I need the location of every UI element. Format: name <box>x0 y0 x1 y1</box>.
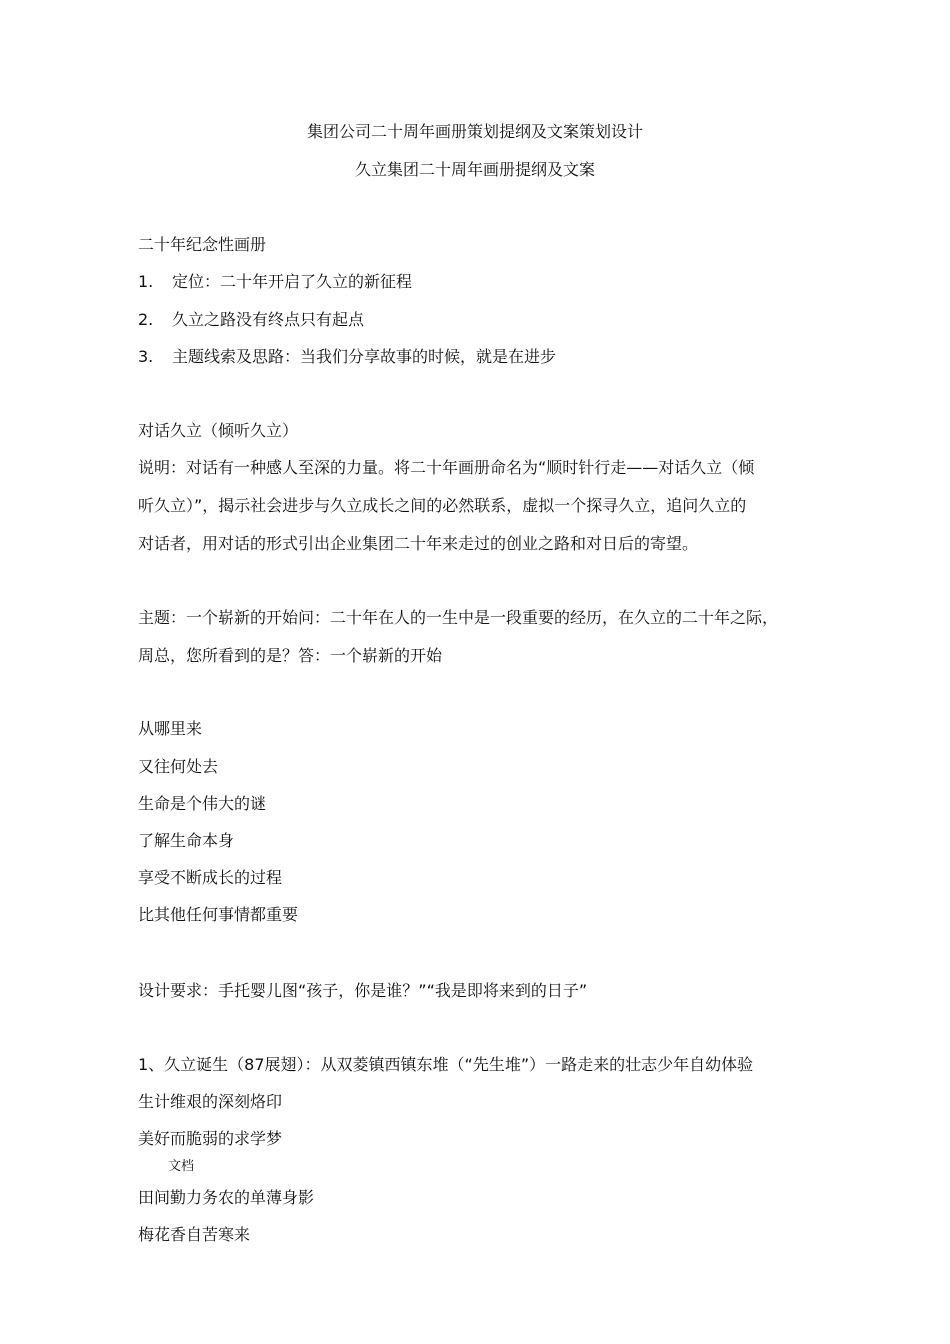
small-label: 文档 <box>168 1159 195 1174</box>
item-text: 定位：二十年开启了久立的新征程 <box>172 272 413 291</box>
poem-line: 享受不断成长的过程 <box>138 868 283 887</box>
item-number: 3. <box>138 347 154 366</box>
item-number: 1. <box>138 272 154 291</box>
document-title: 集团公司二十周年画册策划提纲及文案策划设计 <box>306 122 643 141</box>
numbered-item <box>138 347 556 367</box>
dialogue-heading: 对话久立（倾听久立） <box>138 421 299 440</box>
explanation-line: 听久立）”，揭示社会进步与久立成长之间的必然联系，虚拟一个探寻久立，追问久立的 <box>138 496 747 515</box>
chapter-line: 生计维艰的深刻烙印 <box>138 1092 283 1111</box>
poem-line: 比其他任何事情都重要 <box>138 905 299 924</box>
numbered-item <box>138 310 364 330</box>
theme-line: 周总，您所看到的是？答：一个崭新的开始 <box>138 646 443 665</box>
explanation-line: 说明：对话有一种感人至深的力量。将二十年画册命名为“顺时针行走——对话久立（倾 <box>138 458 755 477</box>
poem-line: 生命是个伟大的谜 <box>138 794 267 813</box>
poem-line: 了解生命本身 <box>138 831 235 850</box>
poem-line: 又往何处去 <box>138 757 219 776</box>
closing-line: 梅花香自苦寒来 <box>138 1225 251 1244</box>
poem-line: 从哪里来 <box>138 719 203 738</box>
explanation-line: 对话者，用对话的形式引出企业集团二十年来走过的创业之路和对日后的寄望。 <box>138 534 699 553</box>
chapter-line: 美好而脆弱的求学梦 <box>138 1129 283 1148</box>
numbered-item <box>138 272 412 292</box>
section-heading: 二十年纪念性画册 <box>138 235 267 254</box>
chapter-line: 1、久立诞生（87展翅）：从双菱镇西镇东堆（“先生堆”）一路走来的壮志少年自幼体验 <box>138 1055 754 1074</box>
item-text: 久立之路没有终点只有起点 <box>172 310 365 329</box>
theme-line: 主题：一个崭新的开始问：二十年在人的一生中是一段重要的经历，在久立的二十年之际， <box>138 608 779 627</box>
design-requirement: 设计要求：手托婴儿图“孩子，你是谁？”“我是即将来到的日子” <box>138 981 588 1000</box>
closing-line: 田间勤力务农的单薄身影 <box>138 1188 315 1207</box>
document-subtitle: 久立集团二十周年画册提纲及文案 <box>354 160 595 179</box>
item-text: 主题线索及思路：当我们分享故事的时候，就是在进步 <box>172 347 557 366</box>
item-number: 2. <box>138 310 154 329</box>
